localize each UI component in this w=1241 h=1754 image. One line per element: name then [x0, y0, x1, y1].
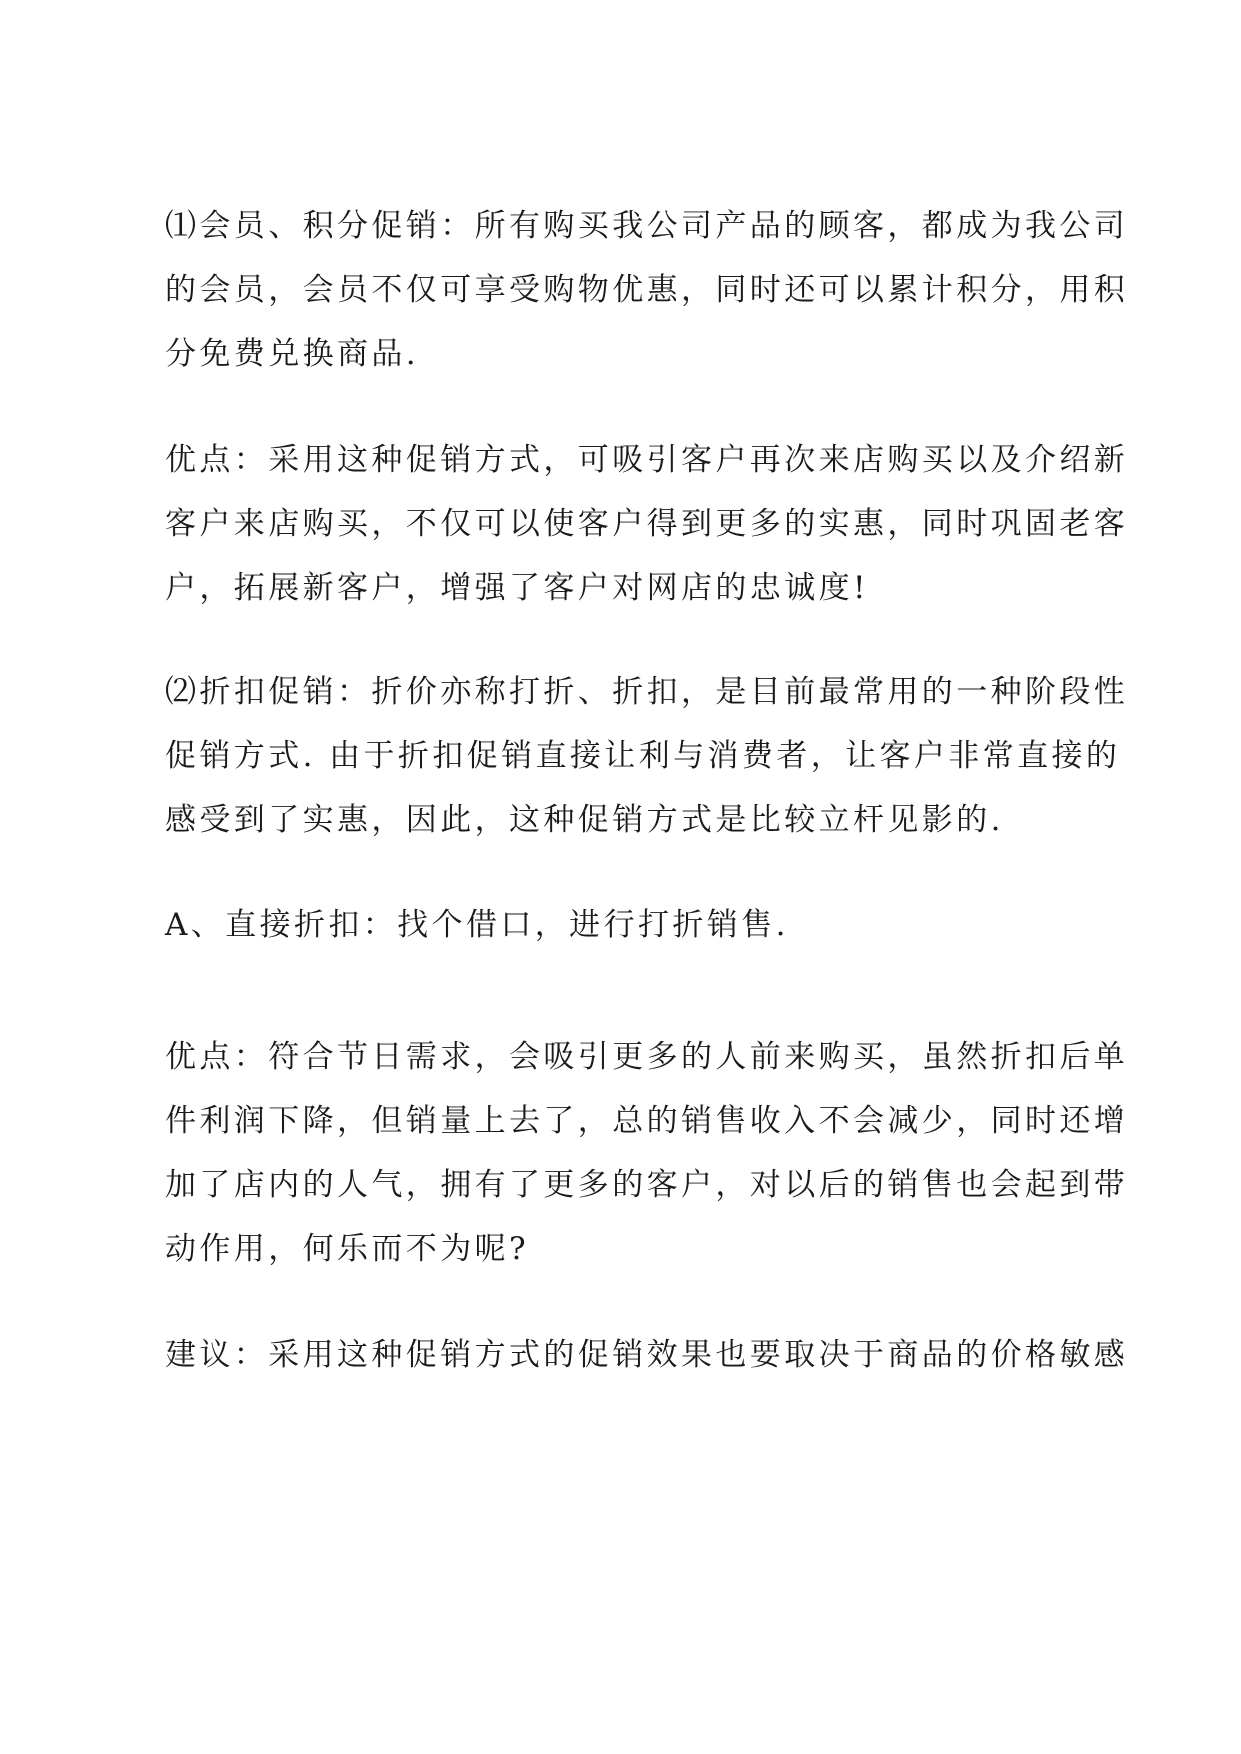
- text-line: ⑵折扣促销：折价亦称打折、折扣，是目前最常用的一种阶段性: [165, 674, 1129, 710]
- text-line: 件利润下降，但销量上去了，总的销售收入不会减少，同时还增: [165, 1103, 1129, 1139]
- paragraph-direct-discount-advantage: [165, 1025, 1129, 1281]
- text-line: 优点：符合节日需求，会吸引更多的人前来购买，虽然折扣后单: [165, 1039, 1129, 1075]
- text-line: 建议：采用这种促销方式的促销效果也要取决于商品的价格敏感: [165, 1337, 1129, 1373]
- text-line: ⑴会员、积分促销：所有购买我公司产品的顾客，都成为我公司: [165, 208, 1129, 244]
- paragraph-discount-promotion: [165, 660, 1129, 852]
- text-line: 加了店内的人气，拥有了更多的客户，对以后的销售也会起到带: [165, 1167, 1129, 1203]
- text-line: 动作用，何乐而不为呢?: [165, 1231, 530, 1267]
- paragraph-member-points-advantage: [165, 428, 1129, 620]
- text-line: 分免费兑换商品.: [165, 336, 420, 372]
- text-line: A、直接折扣：找个借口，进行打折销售.: [165, 907, 789, 943]
- text-line: 促销方式. 由于折扣促销直接让利与消费者，让客户非常直接的: [165, 738, 1121, 774]
- text-line: 优点：采用这种促销方式，可吸引客户再次来店购买以及介绍新: [165, 442, 1129, 478]
- text-line: 户，拓展新客户，增强了客户对网店的忠诚度!: [165, 570, 869, 606]
- paragraph-direct-discount: [165, 893, 1095, 957]
- text-line: 的会员，会员不仅可享受购物优惠，同时还可以累计积分，用积: [165, 272, 1129, 308]
- paragraph-member-points: [165, 194, 1129, 386]
- text-line: 感受到了实惠，因此，这种促销方式是比较立杆见影的.: [165, 802, 1004, 838]
- text-line: 客户来店购买，不仅可以使客户得到更多的实惠，同时巩固老客: [165, 506, 1129, 542]
- paragraph-suggestion: [165, 1323, 1129, 1387]
